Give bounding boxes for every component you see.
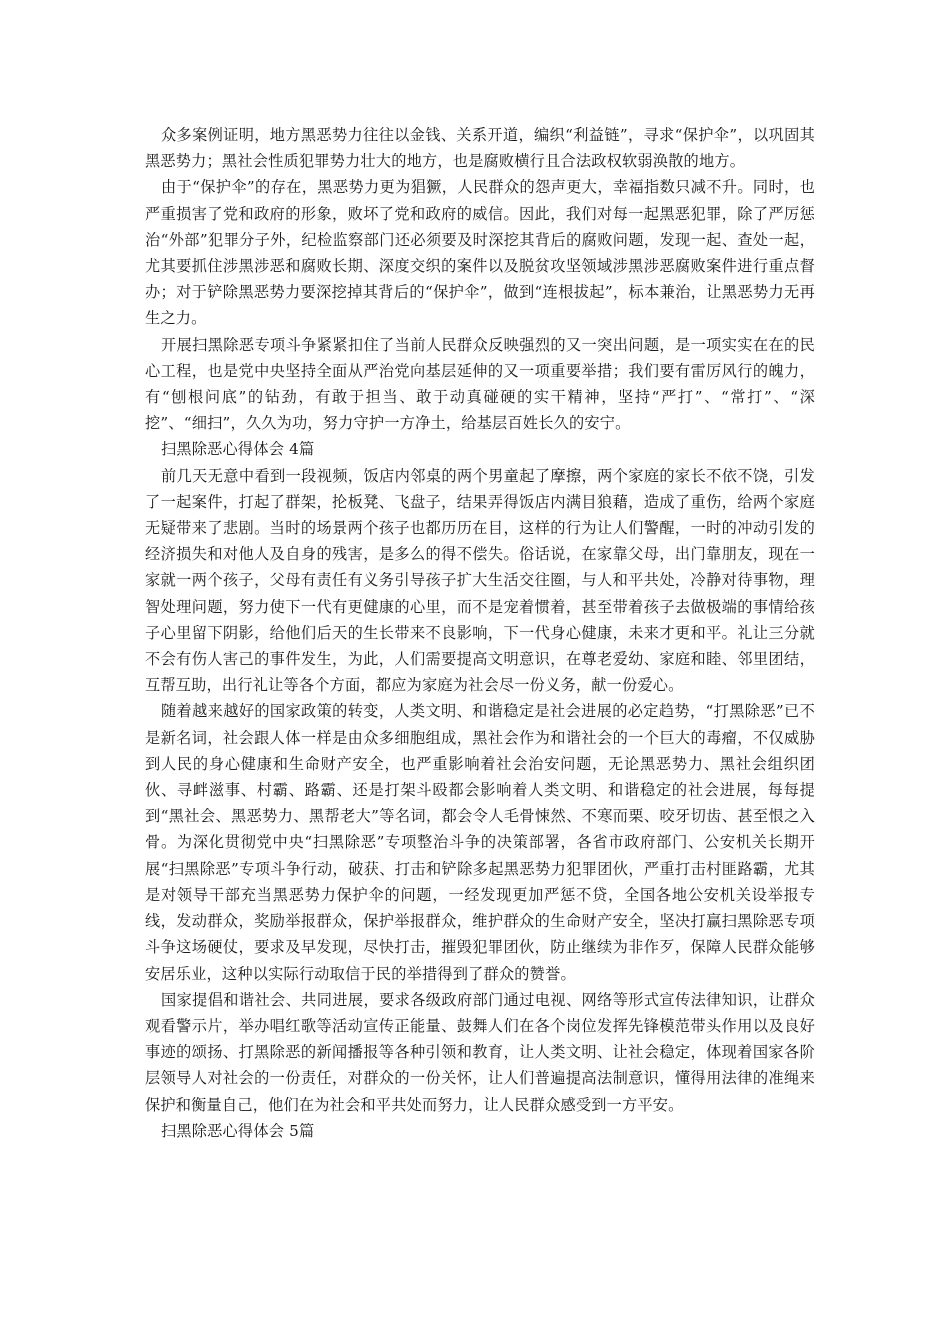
paragraph: 随着越来越好的国家政策的转变，人类文明、和谐稳定是社会进展的必定趋势，“打黑除恶”已不是新名词，社会跟人体一样是由众多细胞组成，黑社会作为和谐社会的一个巨大的毒瘤，不仅威胁到人民的身心健康和生命财产安全，也严重影响着社会治安问题，无论黑恶势力、黑社会组织团伙、寻衅滋事、村霸、路霸、还是打架斗殴都会影响着人类文明、和谐稳定的社会进展，每每提到“黑社会、黑恶势力、黑帮老大”等名词，都会令人毛骨悚然、不寒而栗、咬牙切齿、甚至恨之入骨。为深化贯彻党中央“扫黑除恶”专项整治斗争的决策部署，各省市政府部门、公安机关长期开展“扫黑除恶”专项斗争行动，破获、打击和铲除多起黑恶势力犯罪团伙，严重打击村匪路霸，尤其是对领导干部充当黑恶势力保护伞的问题，一经发现更加严惩不贷，全国各地公安机关设举报专线，发动群众，奖励举报群众，保护举报群众，维护群众的生命财产安全，坚决打赢扫黑除恶专项斗争这场硬仗，要求及早发现，尽快打击，摧毁犯罪团伙，防止继续为非作歹，保障人民群众能够安居乐业，这种以实际行动取信于民的举措得到了群众的赞誉。	[145, 702, 815, 983]
paragraph: 国家提倡和谐社会、共同进展，要求各级政府部门通过电视、网络等形式宣传法律知识，让群众观看警示片，举办唱红歌等活动宣传正能量、鼓舞人们在各个岗位发挥先锋模范带头作用以及良好事迹的颂扬、打黑除恶的新闻播报等各种引领和教育，让人类文明、让社会稳定，体现着国家各阶层领导人对社会的一份责任，对群众的一份关怀，让人们普遍提高法制意识，懂得用法律的准绳来保护和衡量自己，他们在为社会和平共处而努力，让人民群众感受到一方平安。	[145, 990, 815, 1114]
section-heading: 扫黑除恶心得体会 4篇	[161, 440, 315, 459]
paragraph: 开展扫黑除恶专项斗争紧紧扣住了当前人民群众反映强烈的又一突出问题，是一项实实在在的民心工程，也是党中央坚持全面从严治党向基层延伸的又一项重要举措；我们要有雷厉风行的魄力，有“刨根问底”的钻劲，有敢于担当、敢于动真碰硬的实干精神，坚持“严打”、“常打”、“深挖”、“细扫”，久久为功，努力守护一方净土，给基层百姓长久的安宁。	[145, 335, 815, 433]
paragraph: 由于“保护伞”的存在，黑恶势力更为猖獗，人民群众的怨声更大，幸福指数只减不升。同时，也严重损害了党和政府的形象，败坏了党和政府的威信。因此，我们对每一起黑恶犯罪，除了严厉惩治“外部”犯罪分子外，纪检监察部门还必须要及时深挖其背后的腐败问题，发现一起、查处一起，尤其要抓住涉黑涉恶和腐败长期、深度交织的案件以及脱贫攻坚领域涉黑涉恶腐败案件进行重点督办；对于铲除黑恶势力要深挖掉其背后的“保护伞”，做到“连根拔起”，标本兼治，让黑恶势力无再生之力。	[145, 178, 815, 328]
paragraph: 前几天无意中看到一段视频，饭店内邻桌的两个男童起了摩擦，两个家庭的家长不依不饶，引发了一起案件，打起了群架，抡板凳、飞盘子，结果弄得饭店内满目狼藉，造成了重伤，给两个家庭无疑带来了悲剧。当时的场景两个孩子也都历历在目，这样的行为让人们警醒，一时的冲动引发的经济损失和对他人及自身的残害，是多么的得不偿失。俗话说，在家靠父母，出门靠朋友，现在一家就一两个孩子，父母有责任有义务引导孩子扩大生活交往圈，与人和平共处，冷静对待事物，理智处理问题，努力使下一代有更健康的心里，而不是宠着惯着，甚至带着孩子去做极端的事情给孩子心里留下阴影，给他们后天的生长带来不良影响，下一代身心健康，未来才更和平。礼让三分就不会有伤人害己的事件发生，为此，人们需要提高文明意识，在尊老爱幼、家庭和睦、邻里团结，互帮互助，出行礼让等各个方面，都应为家庭为社会尽一份义务，献一份爱心。	[145, 466, 815, 695]
paragraph: 众多案例证明，地方黑恶势力往往以金钱、关系开道，编织“利益链”，寻求“保护伞”，以巩固其黑恶势力；黑社会性质犯罪势力壮大的地方，也是腐败横行且合法政权软弱涣散的地方。	[145, 126, 815, 171]
section-heading: 扫黑除恶心得体会 5篇	[161, 1121, 315, 1140]
document-body	[145, 122, 815, 1144]
